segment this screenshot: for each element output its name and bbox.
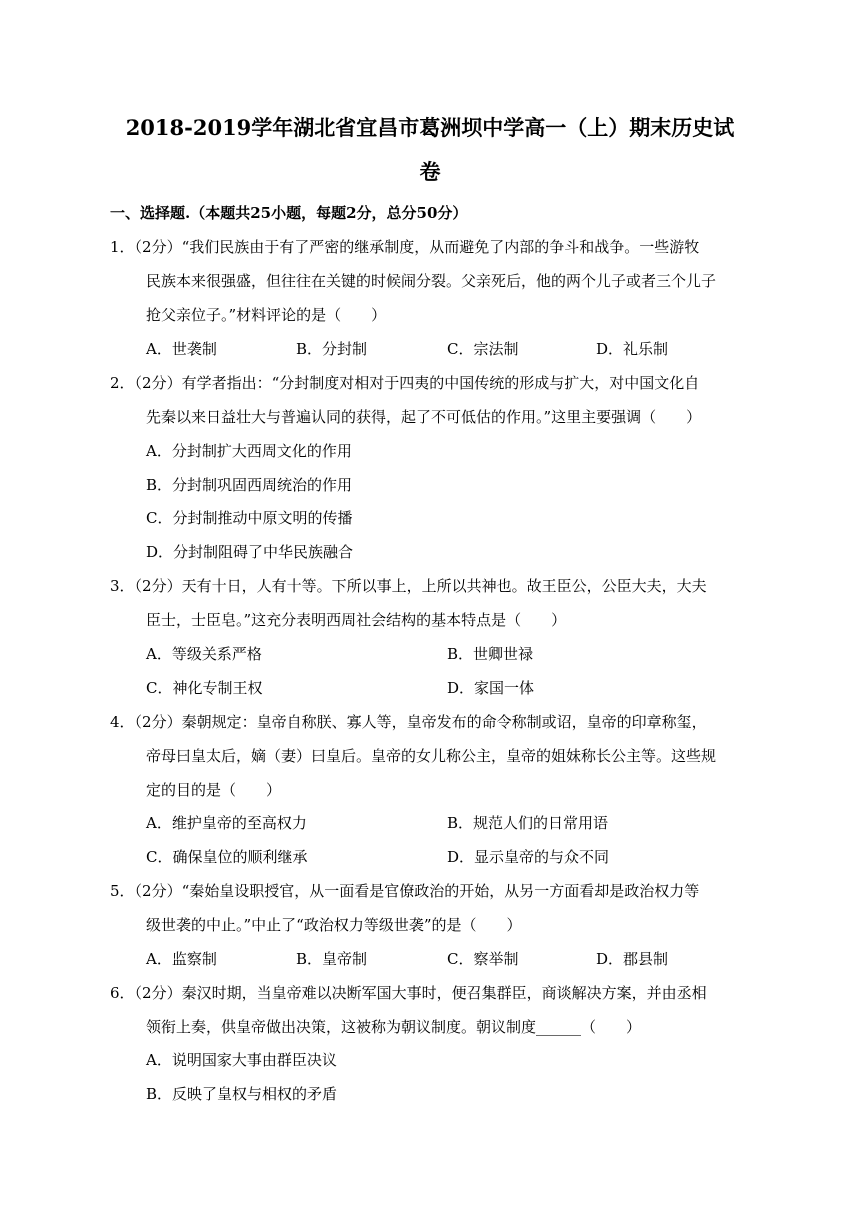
question-4-option-d: D．显示皇帝的与众不同: [447, 848, 610, 866]
question-1-line-3: 抢父亲位子。”材料评论的是（ ）: [146, 306, 387, 324]
question-3-option-a: A．等级关系严格: [146, 645, 262, 663]
question-5-option-c: C．察举制: [447, 950, 519, 968]
question-3-option-c: C．神化专制王权: [146, 679, 263, 697]
question-1-line-1: 1．（2分）“我们民族由于有了严密的继承制度，从而避免了内部的争斗和战争。一些游牧: [110, 238, 700, 256]
document-title-line-2: 卷: [419, 159, 441, 184]
question-2-option-a: A．分封制扩大西周文化的作用: [146, 442, 352, 460]
question-6-option-a: A．说明国家大事由群臣决议: [146, 1051, 337, 1069]
document-title-line-1: 2018-2019学年湖北省宜昌市葛洲坝中学高一（上）期末历史试: [125, 115, 735, 140]
question-3-option-d: D．家国一体: [447, 679, 535, 697]
question-6-line-1: 6．（2分）秦汉时期，当皇帝难以决断军国大事时，便召集群臣，商谈解决方案，并由丞相: [110, 984, 707, 1002]
question-4-option-a: A．维护皇帝的至高权力: [146, 814, 307, 832]
question-2-option-d: D．分封制阻碍了中华民族融合: [146, 543, 354, 561]
question-5-option-b: B．皇帝制: [296, 950, 368, 968]
question-2-option-c: C．分封制推动中原文明的传播: [146, 509, 353, 527]
question-1-option-b: B．分封制: [296, 340, 368, 358]
question-1-line-2: 民族本来很强盛，但往往在关键的时候闹分裂。父亲死后，他的两个儿子或者三个儿子: [146, 272, 717, 290]
question-2-line-2: 先秦以来日益壮大与普遍认同的获得，起了不可低估的作用。”这里主要强调（ ）: [146, 408, 702, 426]
question-5-option-a: A．监察制: [146, 950, 217, 968]
question-6-line-2: 领衔上奏，供皇帝做出决策，这被称为朝议制度。朝议制度______（ ）: [146, 1018, 642, 1036]
question-1-option-c: C．宗法制: [447, 340, 519, 358]
question-4-line-2: 帝母曰皇太后，嫡（妻）曰皇后。皇帝的女儿称公主，皇帝的姐妹称长公主等。这些规: [146, 747, 717, 765]
question-4-option-c: C．确保皇位的顺利继承: [146, 848, 308, 866]
question-5-line-1: 5．（2分）“秦始皇设职授官，从一面看是官僚政治的开始，从另一方面看却是政治权力等: [110, 882, 700, 900]
question-3-line-1: 3．（2分）天有十日，人有十等。下所以事上，上所以共神也。故王臣公，公臣大夫，大夫: [110, 577, 707, 595]
question-4-option-b: B．规范人们的日常用语: [447, 814, 609, 832]
question-1-option-d: D．礼乐制: [596, 340, 669, 358]
question-4-line-3: 定的目的是（ ）: [146, 781, 282, 799]
question-6-option-b: B．反映了皇权与相权的矛盾: [146, 1085, 338, 1103]
question-2-option-b: B．分封制巩固西周统治的作用: [146, 476, 353, 494]
question-3-line-2: 臣士，士臣皂。”这充分表明西周社会结构的基本特点是（ ）: [146, 611, 567, 629]
question-3-option-b: B．世卿世禄: [447, 645, 534, 663]
question-2-line-1: 2．（2分）有学者指出：“分封制度对相对于四夷的中国传统的形成与扩大，对中国文化自: [110, 374, 700, 392]
question-1-option-a: A．世袭制: [146, 340, 217, 358]
question-4-line-1: 4．（2分）秦朝规定：皇帝自称朕、寡人等，皇帝发布的命令称制或诏，皇帝的印章称玺，: [110, 713, 707, 731]
question-5-line-2: 级世袭的中止。”中止了“政治权力等级世袭”的是（ ）: [146, 916, 522, 934]
question-5-option-d: D．郡县制: [596, 950, 669, 968]
section-heading: 一、选择题.（本题共25小题，每题2分，总分50分）: [110, 204, 468, 222]
